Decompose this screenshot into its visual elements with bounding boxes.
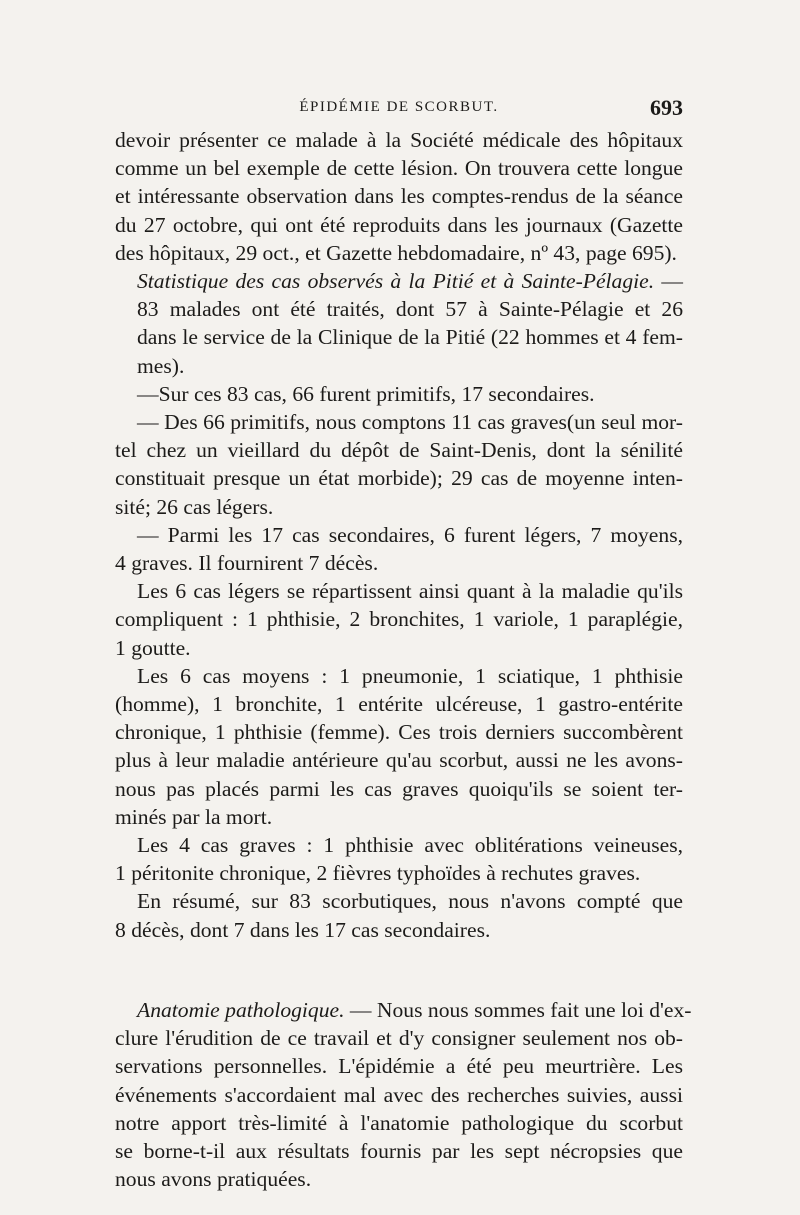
text-line: chronique, 1 phthisie (femme). Ces trois derniers succombèrent	[115, 720, 683, 745]
text-line: constituait presque un état morbide); 29 cas de moyenne inten-	[115, 466, 683, 491]
text-line: Les 4 cas graves : 1 phthisie avec oblitérations veineuses,	[137, 833, 683, 858]
text-line: minés par la mort.	[115, 804, 273, 829]
page-header	[115, 95, 683, 121]
text-line: clure l'érudition de ce travail et d'y consigner seulement nos ob-	[115, 1026, 683, 1051]
paragraph	[115, 408, 683, 521]
text-line: nous pas placés parmi les cas graves quoiqu'ils se soient ter-	[115, 776, 683, 801]
text-fragment: — Nous nous sommes fait une loi d'ex-	[344, 997, 692, 1022]
paragraph-anatomie	[115, 996, 692, 1193]
text-line	[115, 267, 683, 295]
text-line: tel chez un vieillard du dépôt de Saint-Denis, dont la sénilité	[115, 438, 683, 463]
text-line: 8 décès, dont 7 dans les 17 cas secondaires.	[115, 917, 491, 942]
text-line: Les 6 cas légers se répartissent ainsi quant à la maladie qu'ils	[137, 579, 683, 604]
text-line: En résumé, sur 83 scorbutiques, nous n'avons compté que	[137, 889, 683, 914]
text-line: (homme), 1 bronchite, 1 entérite ulcéreuse, 1 gastro-entérite	[115, 692, 683, 717]
section-heading-anatomie: Anatomie pathologique.	[137, 997, 345, 1022]
text-line: sité; 26 cas légers.	[115, 494, 274, 519]
paragraph	[115, 521, 683, 577]
text-line: 1 goutte.	[115, 635, 191, 660]
text-line: 1 péritonite chronique, 2 fièvres typhoïdes à rechutes graves.	[115, 861, 641, 886]
text-line: plus à leur maladie antérieure qu'au scorbut, aussi ne les avons-	[115, 748, 683, 773]
paragraph	[115, 662, 683, 831]
text-line: — Parmi les 17 cas secondaires, 6 furent légers, 7 moyens,	[137, 522, 683, 547]
text-line: et intéressante observation dans les comptes-rendus de la séance	[115, 184, 683, 209]
text-line: 4 graves. Il fournirent 7 décès.	[115, 551, 379, 576]
text-line: servations personnelles. L'épidémie a été peu meurtrière. Les	[115, 1054, 683, 1079]
section-heading-statistique: Statistique des cas observés à la Pitié et à Sainte-Pélagie.	[137, 269, 655, 294]
text-fragment: —	[654, 269, 683, 294]
text-line: 83 malades ont été traités, dont 57 à Sainte-Pélagie et 26	[137, 297, 683, 322]
text-line: — Des 66 primitifs, nous comptons 11 cas graves(un seul mor-	[137, 410, 683, 435]
text-line	[115, 996, 692, 1024]
text-line: compliquent : 1 phthisie, 2 bronchites, 1 variole, 1 paraplégie,	[115, 607, 683, 632]
text-line: des hôpitaux, 29 oct., et Gazette hebdomadaire, nº 43, page 695).	[115, 240, 677, 265]
text-line: notre apport très-limité à l'anatomie pathologique du scorbut	[115, 1110, 683, 1135]
paragraph	[115, 577, 683, 662]
page-number: 693	[650, 95, 683, 120]
text-line: dans le service de la Clinique de la Pitié (22 hommes et 4 fem-	[137, 325, 683, 350]
section-spacer	[115, 944, 683, 996]
text-line: Les 6 cas moyens : 1 pneumonie, 1 sciatique, 1 phthisie	[137, 663, 683, 688]
text-line: —Sur ces 83 cas, 66 furent primitifs, 17 secondaires.	[137, 381, 595, 406]
text-line: se borne-t-il aux résultats fournis par les sept nécropsies que	[115, 1138, 683, 1163]
page-body	[115, 126, 692, 1193]
paragraph	[115, 126, 683, 267]
paragraph-statistique	[115, 267, 683, 380]
paragraph	[115, 831, 683, 887]
text-line: événements s'accordaient mal avec des recherches suivies, aussi	[115, 1082, 683, 1107]
paragraph	[115, 887, 683, 943]
running-title: ÉPIDÉMIE DE SCORBUT.	[299, 99, 499, 115]
text-line: devoir présenter ce malade à la Société médicale des hôpitaux	[115, 128, 683, 152]
text-line: comme un bel exemple de cette lésion. On trouvera cette longue	[115, 156, 683, 181]
text-line: nous avons pratiquées.	[115, 1167, 312, 1192]
paragraph	[115, 380, 683, 408]
text-line: du 27 octobre, qui ont été reproduits dans les journaux (Gazette	[115, 212, 683, 237]
text-line: mes).	[137, 353, 185, 378]
